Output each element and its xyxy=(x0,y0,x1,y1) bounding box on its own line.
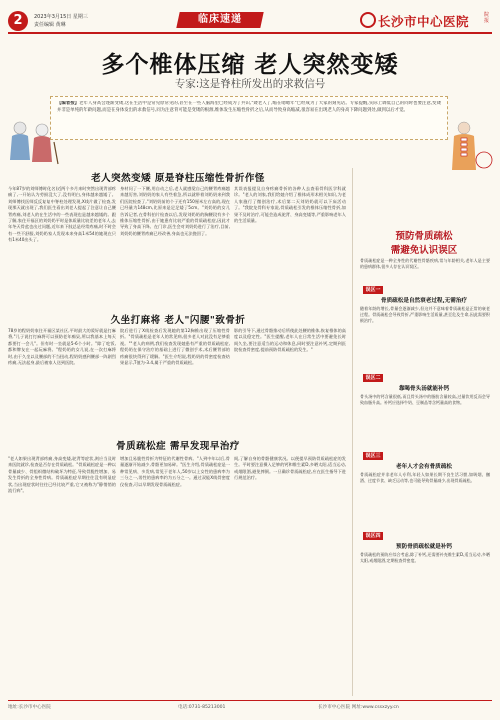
article1-title: 老人突然变矮 原是脊柱压缩性骨折作怪 xyxy=(91,173,265,184)
footer-rule xyxy=(8,700,492,701)
editor-note-text: 老年人身高会逐渐变矮,这在生活中是常见原常见的,甚至在一些人脑海里已经成为了共识,"矮老人了,缩在嗯嗯年"已经成为了大家的刻见话。专家提醒,实际上调低自己的同时也要注意,变矮并非是单纯的年龄问题,而是在身体发出的求救信号,同为注意背可能是变矮的根源,维体发生压缩性骨折之后,从而导致身高缩减,很容易在出现老人的身高下降问题到处,做到以后才觉。 xyxy=(57,101,441,113)
article3-col1: "老人如果出现背部疼痛,身高变矮,驼背等症状,则应当及时来医院就诊,检查是否存在骨质疏松。"骨质疏松症是一种以骨量减少、骨组织微结构破坏为特征,导致骨脆性增加、易发生骨折的全身性骨病。骨质疏松症早期往往没有明显症状,当出现症状时往往已经比较严重,它又被称为"静悄悄的流行病"。 xyxy=(8,456,116,494)
article1-col1: 今年87岁的刘师傅时化名)近两个多月来时突然出现背部疼痛了,一开始认为劳损没大了,没有明白,身体越来越矮了。刘师傅找医师反反复复中脊柱处理发现,X线片做了检查,发现那天就出现了,我们医生看出刘老人提起了注意让自己腰背疼痛,刘老人的在生活中的一些表现也是越来越矮的。跟了解,家住开福区的刘奶奶平时是体质量比较差的老年人,去年冬天骨盆也出过问题,近年来下肢总是经常疼痛,时不时会有一些不舒服,刘奶奶家人发现本来身高1米54的她现在只有1米40出头了。 xyxy=(8,186,116,243)
page-number-circle xyxy=(8,11,28,31)
editor-note xyxy=(57,101,441,137)
footer-address: 地址:长沙市中心医院 xyxy=(8,705,51,710)
editor-note-box xyxy=(50,96,448,140)
header-rule xyxy=(8,32,492,34)
hospital-logo-icon xyxy=(360,12,376,28)
column-divider xyxy=(352,168,353,696)
myth4-text: 骨质疏松的预防应综合考虑,除了补钙,还需要补充维生素D,适当运动,多晒太阳,戒烟限酒,定期检查骨密度。 xyxy=(360,552,490,564)
myth3-tag: 误区三 xyxy=(363,452,383,460)
myth4-title: 预防骨质疏松就是补钙 xyxy=(396,544,452,550)
hospital-name: 长沙市中心医院 xyxy=(378,14,470,29)
headline-block xyxy=(8,44,492,92)
article2-col2: 院后进行了X线检查后发现她的第12胸椎出现了压缩性骨折。"骨质疏松是老年人的常见病,很多老人对此没有足够重视。""老人的病例,我们检查发现她患有严重的骨质疏松症,程奶奶在保守治疗的基础上进行了微创手术,术后腰背部的疼痛很快得到了缓解。"医生介绍说,程奶奶的骨密度检查结果显示,T值为-3.4,属于严重的骨质疏松。 xyxy=(120,328,230,366)
page-header xyxy=(8,10,492,38)
footer xyxy=(8,704,492,714)
right-title-line2: 需避免认识误区 xyxy=(390,245,458,256)
spine-illustration xyxy=(440,118,496,178)
article2-col1: 78岁的程奶奶家住开福区某社区,平时最大的爱好就是打麻将,"儿子说打打麻将可以预防老年痴呆,所以我基本上每天都要打一会儿"。但有时一坐就是5-6个小时。"除了吃饭,都和牌友在一起玩麻将。"程奶奶的女儿说,在一次打麻将时,由于久坐以及腰部的不当扭动,程奶奶感到腰部一阵剧烈疼痛,无法起身,最后被家人送到医院。 xyxy=(8,328,116,366)
myth2-title: 靠喝骨头汤就能补钙 xyxy=(398,386,450,392)
myth3-title: 老年人才会有骨质疏松 xyxy=(396,464,452,470)
elderly-couple-illustration xyxy=(4,118,62,166)
myth2-tag: 误区二 xyxy=(363,374,383,382)
myth2-text: 骨头汤中的钙含量很低,而且骨头汤中的脂肪含量较高,过量饮用反而会导致血脂升高。补钙应选择牛奶、豆制品等含钙量高的食物。 xyxy=(360,394,490,406)
myth4-tag: 误区四 xyxy=(363,532,383,540)
issue-date: 2023年3月15日 星期三 xyxy=(34,14,88,20)
footer-website: 长沙市中心医院 网址:www.cssxzyy.cn xyxy=(318,705,399,710)
right-title-line1: 预防骨质疏松 xyxy=(395,231,453,242)
footer-phone: 电话:0731-85213001 xyxy=(178,705,226,710)
myth1-text: 随着年龄的增长,骨量会逐渐减少,但这并不意味着骨质疏松是正常的衰老过程。骨质疏松会导致骨折,严重影响生活质量,甚至危及生命,因此需要积极治疗。 xyxy=(360,306,490,324)
page-number: 2 xyxy=(13,13,23,28)
editor-note-label: 【编者按】 xyxy=(57,101,80,106)
article1-col2: 身材问了一下腰,用自动之后,老人就感觉自己的腰背疼痛越来越厉害,刘奶奶的家人有些着急,所以就带着刘奶奶来到我们医院检查了,"刘奶奶前的个子还有150厘米左右高的,现在已经量为148cm,比原来是足足矮了5cm。"刘奶奶的女儿告诉记者,在骨科拍片检查以后,发现刘奶奶的胸腰段有多个椎体压缩性骨折,由于她患有比较严重的骨质疏松症,因此才导致了身高下降。在门诊,医生会对刘奶奶进行了治疗,目前,刘奶奶的腰背疼痛已经改善,身高也无法挽回了。 xyxy=(120,186,230,236)
article2-title: 久坐打麻将 老人"闪腰"致骨折 xyxy=(110,315,246,326)
article3-col2: 增加且易脆性骨折为特征的代谢性骨病。"人到中年以后,骨量逐渐开始减少,骨骼更加易碎。"医生介绍,骨质疏松症是一种常见病、多发病,常见于老年人,50岁以上女性的患病率为三分之一,男性的患病率约为五分之一。通过双能X线骨密度仪检查,可以早期发现骨质疏松症。 xyxy=(120,456,230,487)
article1-col3: 其误表报提及自身疼痛骨折的各种人去查看骨科医学科就诊。"老人的刘家,我们给她介绍了椎体成形术相关知识,为老人家施行了微创治疗,术后第二天刘奶奶就可以下床活动了。"我院龙骨科专家说,骨质疏松引发的椎体压缩性骨折,如果不及时治疗,可能会造成驼背、身高变矮等,严重影响老年人的生活质量。 xyxy=(234,186,346,224)
header-side-label: 院报 xyxy=(484,12,490,24)
right-intro: 骨质疏松症是一种全身性的代谢性骨骼疾病,常与年龄相关,老年人是主要的患病群体,很多人存在认识误区。 xyxy=(360,258,490,270)
myth1-title: 骨质疏松是自然衰老过程,无需治疗 xyxy=(380,298,468,304)
editor-credit: 责任编辑 黄琳 xyxy=(34,22,66,28)
article3-col3: 间,了解自身的骨骼健康状况。以便提早预防骨质疏松症的发生。平时要注意摄入足够的钙和维生素D,多晒太阳,适当运动,戒烟限酒,避免摔倒。一旦确诊骨质疏松症,应在医生指导下进行规范治疗。 xyxy=(234,456,346,481)
headline-title: 多个椎体压缩 老人突然变矮 xyxy=(101,51,399,78)
article3-title: 骨质疏松症 需早发现早治疗 xyxy=(116,441,240,452)
article2-col3: 影的引导下,通过骨骼推动后所使此处腰的椎体,恢复椎体的高度以及稳定性。"医生提醒,老年人在日常生活中要避免长时间久坐,要注意适当的运动和休息,同时要注意补钙,定期到医院检查骨密度,提前预防骨质疏松的发生。" xyxy=(234,328,346,353)
section-title: 临床速递 xyxy=(198,14,242,25)
myth3-text: 骨质疏松症并非老年人专利,年轻人如果长期不良生活习惯,如吸烟、酗酒、过度节食、缺乏运动等,也可能导致骨量减少,出现骨质疏松。 xyxy=(360,472,490,484)
myth1-tag: 误区一 xyxy=(363,286,383,294)
headline-subtitle: 专家:这是脊柱所发出的求救信号 xyxy=(174,78,326,90)
